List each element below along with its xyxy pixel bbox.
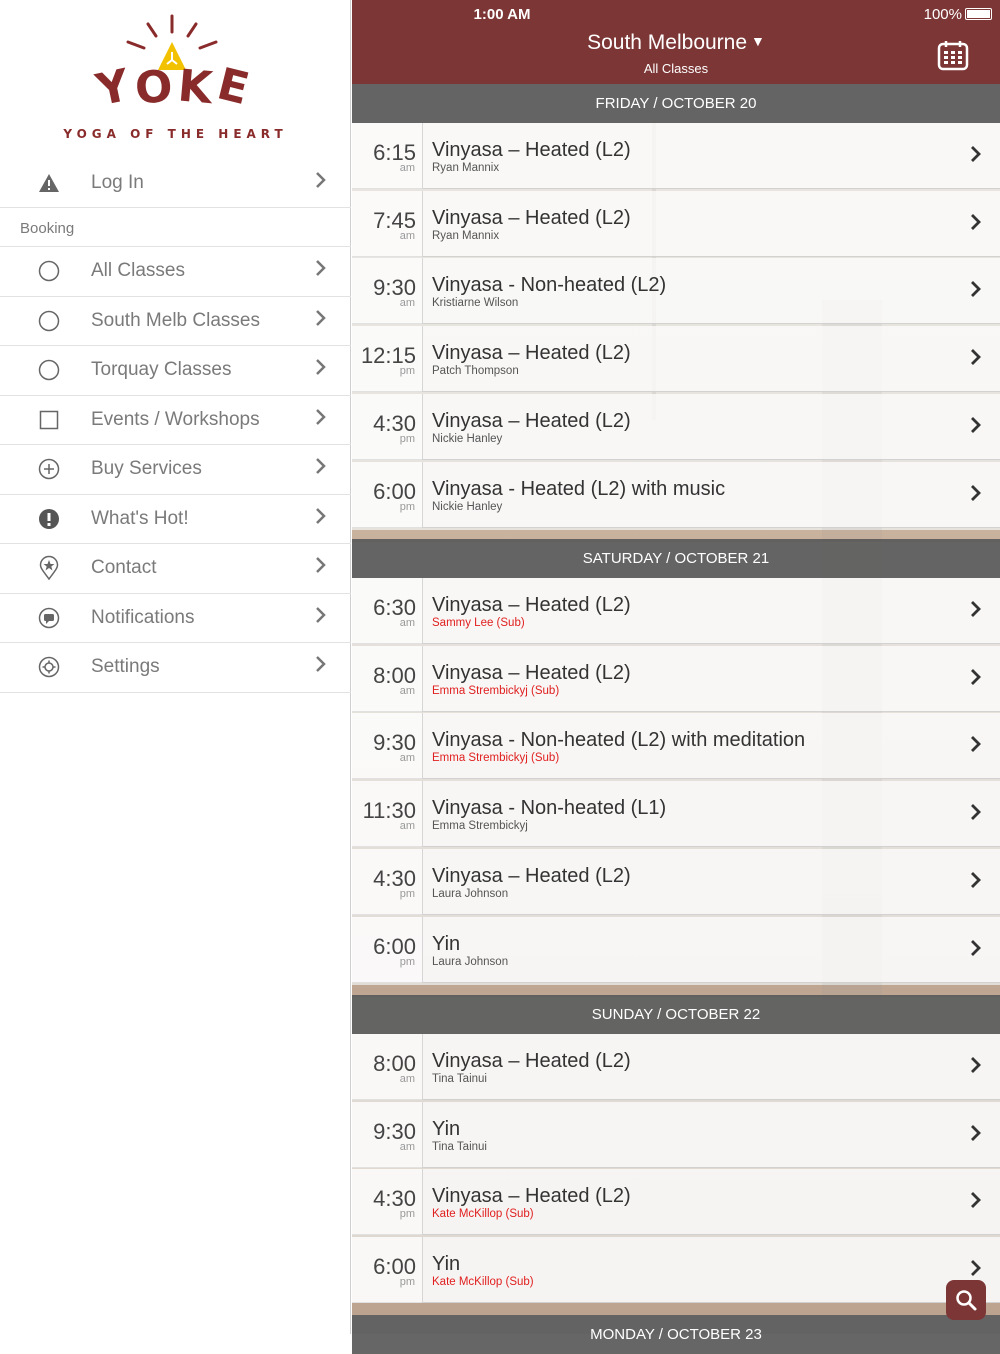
sidebar-item-events-workshops[interactable] <box>0 396 351 446</box>
class-time-value: 11:30 <box>362 798 416 823</box>
class-time-value: 9:30 <box>373 275 416 300</box>
class-instructor: Patch Thompson <box>432 365 519 377</box>
class-time <box>352 123 423 189</box>
sidebar-item-all-classes[interactable] <box>0 247 351 297</box>
class-row[interactable] <box>352 394 1000 460</box>
search-button[interactable] <box>946 1280 986 1320</box>
square-icon <box>37 408 61 432</box>
location-selector[interactable] <box>352 31 1000 55</box>
class-instructor: Laura Johnson <box>432 888 509 900</box>
class-title: Vinyasa – Heated (L2) <box>432 410 631 432</box>
sidebar-item-label: South Melb Classes <box>91 309 260 331</box>
sidebar-item-label: Buy Services <box>91 458 202 480</box>
sidebar-item-label: Torquay Classes <box>91 359 232 381</box>
class-time-value: 6:00 <box>373 934 416 959</box>
class-time <box>352 917 423 983</box>
class-time <box>352 781 423 847</box>
gear-icon <box>37 655 61 679</box>
class-instructor: Nickie Hanley <box>432 501 503 513</box>
class-time-value: 8:00 <box>373 663 416 688</box>
class-instructor: Ryan Mannix <box>432 162 500 174</box>
class-row[interactable] <box>352 713 1000 779</box>
class-time-value: 4:30 <box>373 411 416 436</box>
sidebar-item-settings[interactable] <box>0 643 351 693</box>
sidebar-item-label: Events / Workshops <box>91 408 260 430</box>
chevron-right-icon <box>970 668 982 692</box>
class-instructor: Kate McKillop (Sub) <box>432 1276 534 1288</box>
exclamation-icon <box>37 507 61 531</box>
chevron-right-icon <box>970 871 982 895</box>
chevron-right-icon <box>970 280 982 304</box>
class-time-ampm: pm <box>399 1276 415 1288</box>
chevron-right-icon <box>315 655 327 679</box>
class-row[interactable] <box>352 462 1000 528</box>
battery-icon <box>965 8 992 20</box>
class-title: Vinyasa – Heated (L2) <box>432 662 631 684</box>
class-time-value: 9:30 <box>373 730 416 755</box>
chevron-right-icon <box>315 507 327 531</box>
chat-icon <box>37 606 61 630</box>
class-time-ampm: am <box>399 752 415 764</box>
circle-icon <box>37 309 61 333</box>
class-time-value: 6:00 <box>373 479 416 504</box>
chevron-right-icon <box>970 1056 982 1080</box>
class-title: Vinyasa – Heated (L2) <box>432 1185 631 1207</box>
class-time-ampm: pm <box>399 501 415 513</box>
class-time-value: 12:15 <box>360 343 416 368</box>
class-row[interactable] <box>352 258 1000 324</box>
class-time-ampm: pm <box>399 956 415 968</box>
chevron-right-icon <box>315 606 327 630</box>
sidebar-item-label: Notifications <box>91 606 195 628</box>
class-title: Vinyasa – Heated (L2) <box>432 139 631 161</box>
class-instructor: Laura Johnson <box>432 956 509 968</box>
class-row[interactable] <box>352 578 1000 644</box>
class-time-ampm: am <box>399 1073 415 1085</box>
sidebar-item-notifications[interactable] <box>0 594 351 644</box>
chevron-right-icon <box>970 803 982 827</box>
class-instructor: Emma Strembickyj <box>432 820 528 832</box>
circle-icon <box>37 358 61 382</box>
sidebar-item-label: Log In <box>91 172 144 193</box>
class-time <box>352 191 423 257</box>
chevron-right-icon <box>970 484 982 508</box>
sidebar <box>0 0 351 1334</box>
day-header: SATURDAY / OCTOBER 21 <box>352 539 1000 578</box>
class-time-value: 6:15 <box>373 140 416 165</box>
class-time <box>352 1237 423 1303</box>
class-time <box>352 578 423 644</box>
class-time-ampm: pm <box>399 433 415 445</box>
class-time-ampm: am <box>399 1141 415 1153</box>
chevron-right-icon <box>970 416 982 440</box>
class-row[interactable] <box>352 1034 1000 1100</box>
class-title: Vinyasa – Heated (L2) <box>432 207 631 229</box>
class-time-value: 8:00 <box>373 1051 416 1076</box>
class-time-value: 4:30 <box>373 1186 416 1211</box>
top-header <box>352 0 1000 84</box>
section-label: Booking <box>20 220 75 237</box>
class-time-value: 6:00 <box>373 1254 416 1279</box>
class-time-value: 7:45 <box>373 208 416 233</box>
logo-wordmark: YOKE <box>91 58 260 117</box>
class-instructor: Sammy Lee (Sub) <box>432 617 525 629</box>
sidebar-menu <box>0 159 351 693</box>
class-row[interactable] <box>352 1102 1000 1168</box>
chevron-right-icon <box>315 556 327 580</box>
search-icon <box>954 1288 978 1312</box>
class-row[interactable] <box>352 646 1000 712</box>
class-time-ampm: pm <box>399 365 415 377</box>
chevron-right-icon <box>315 171 327 195</box>
caret-down-icon: ▼ <box>751 33 765 49</box>
sidebar-item-login[interactable] <box>0 159 351 208</box>
class-time <box>352 326 423 392</box>
class-time <box>352 1102 423 1168</box>
class-row[interactable] <box>352 781 1000 847</box>
class-instructor: Kate McKillop (Sub) <box>432 1208 534 1220</box>
sidebar-item-buy-services[interactable] <box>0 445 351 495</box>
class-time-value: 6:30 <box>373 595 416 620</box>
class-time <box>352 646 423 712</box>
class-instructor: Kristiarne Wilson <box>432 297 519 309</box>
status-time: 1:00 AM <box>473 6 531 23</box>
class-instructor: Emma Strembickyj (Sub) <box>432 752 560 764</box>
class-instructor: Emma Strembickyj (Sub) <box>432 685 560 697</box>
location-name: South Melbourne <box>587 31 748 54</box>
class-title: Vinyasa – Heated (L2) <box>432 865 631 887</box>
class-time <box>352 258 423 324</box>
class-row[interactable] <box>352 191 1000 257</box>
class-time-ampm: am <box>399 617 415 629</box>
battery-status <box>924 6 992 23</box>
class-row[interactable] <box>352 917 1000 983</box>
chevron-right-icon <box>970 348 982 372</box>
class-instructor: Tina Tainui <box>432 1141 487 1153</box>
class-title: Vinyasa – Heated (L2) <box>432 342 631 364</box>
class-title: Vinyasa - Non-heated (L2) with meditation <box>432 729 806 751</box>
chevron-right-icon <box>970 213 982 237</box>
chevron-right-icon <box>970 1191 982 1215</box>
class-time-ampm: am <box>399 162 415 174</box>
class-row[interactable] <box>352 1237 1000 1303</box>
chevron-right-icon <box>970 600 982 624</box>
class-row[interactable] <box>352 326 1000 392</box>
class-title: Vinyasa - Non-heated (L1) <box>432 797 667 819</box>
chevron-right-icon <box>970 735 982 759</box>
chevron-right-icon <box>970 939 982 963</box>
sidebar-item-whats-hot[interactable] <box>0 495 351 545</box>
warning-icon <box>37 171 61 195</box>
sidebar-item-label: Contact <box>91 557 157 579</box>
class-row[interactable] <box>352 849 1000 915</box>
sidebar-item-label: All Classes <box>91 260 185 282</box>
plus-circle-icon <box>37 457 61 481</box>
class-title: Yin <box>432 933 461 955</box>
class-time-value: 4:30 <box>373 866 416 891</box>
sidebar-item-south-melb-classes[interactable] <box>0 297 351 347</box>
class-schedule <box>352 0 1000 1343</box>
sidebar-item-contact[interactable] <box>0 544 351 594</box>
section-header-booking <box>0 208 351 247</box>
sidebar-item-label: Settings <box>91 656 160 678</box>
class-title: Yin <box>432 1253 461 1275</box>
class-title: Vinyasa – Heated (L2) <box>432 1050 631 1072</box>
class-title: Yin <box>432 1118 461 1140</box>
class-title: Vinyasa - Heated (L2) with music <box>432 478 726 500</box>
chevron-right-icon <box>315 408 327 432</box>
chevron-right-icon <box>315 457 327 481</box>
logo-tagline: YOGA OF THE HEART <box>63 127 288 141</box>
class-instructor: Nickie Hanley <box>432 433 503 445</box>
class-time-ampm: am <box>399 820 415 832</box>
class-time-value: 9:30 <box>373 1119 416 1144</box>
class-time <box>352 849 423 915</box>
chevron-right-icon <box>315 309 327 333</box>
sidebar-item-torquay-classes[interactable] <box>0 346 351 396</box>
class-time-ampm: pm <box>399 888 415 900</box>
chevron-right-icon <box>970 145 982 169</box>
day-header: SUNDAY / OCTOBER 22 <box>352 995 1000 1034</box>
calendar-icon[interactable] <box>937 39 969 71</box>
class-time <box>352 1034 423 1100</box>
chevron-right-icon <box>315 259 327 283</box>
class-time <box>352 394 423 460</box>
chevron-right-icon <box>970 1124 982 1148</box>
class-filter-label: All Classes <box>643 61 709 76</box>
class-title: Vinyasa - Non-heated (L2) <box>432 274 667 296</box>
class-time-ampm: am <box>399 230 415 242</box>
chevron-right-icon <box>315 358 327 382</box>
class-time-ampm: pm <box>399 1208 415 1220</box>
class-time <box>352 462 423 528</box>
yoke-logo <box>0 0 351 160</box>
circle-icon <box>37 259 61 283</box>
sidebar-item-label: What's Hot! <box>91 507 189 529</box>
battery-percent: 100% <box>923 6 962 23</box>
class-row[interactable] <box>352 1169 1000 1235</box>
class-instructor: Tina Tainui <box>432 1073 487 1085</box>
day-header: MONDAY / OCTOBER 23 <box>352 1315 1000 1354</box>
class-title: Vinyasa – Heated (L2) <box>432 594 631 616</box>
day-header: FRIDAY / OCTOBER 20 <box>352 84 1000 123</box>
class-time <box>352 713 423 779</box>
class-instructor: Ryan Mannix <box>432 230 500 242</box>
map-pin-icon <box>37 556 61 580</box>
class-time-ampm: am <box>399 297 415 309</box>
class-row[interactable] <box>352 123 1000 189</box>
class-time <box>352 1169 423 1235</box>
class-time-ampm: am <box>399 685 415 697</box>
